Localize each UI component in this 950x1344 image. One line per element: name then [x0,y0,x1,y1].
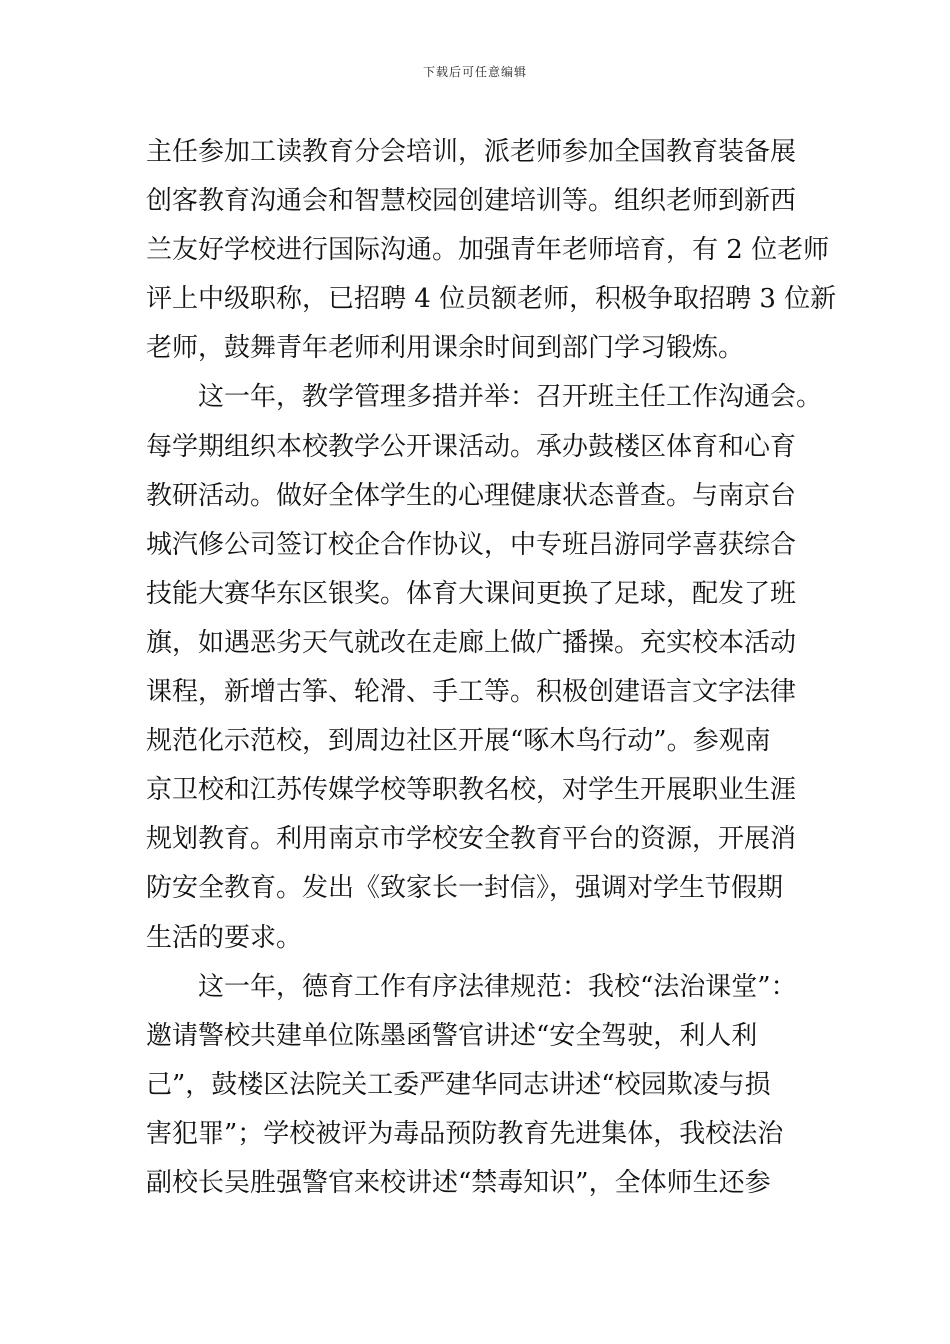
page-header: 下载后可任意编辑 [422,65,527,79]
text-line: 老师，鼓舞青年老师利用课余时间到部门学习锻炼。 [146,333,745,364]
text-line: 课程，新增古筝、轮滑、手工等。积极创建语言文字法律 [146,677,797,708]
paragraph-start-line: 这一年，教学管理多措并举：召开班主任工作沟通会。 [198,382,823,413]
text-line: 规范化示范校，到周边社区开展“啄木鸟行动”。参观南 [146,726,771,757]
text-line: 防安全教育。发出《致家长一封信》，强调对学生节假期 [146,873,784,904]
text-line: 规划教育。利用南京市学校安全教育平台的资源，开展消 [146,824,797,855]
text-line: 旗，如遇恶劣天气就改在走廊上做广播操。充实校本活动 [146,627,797,658]
text-line: 害犯罪”；学校被评为毒品预防教育先进集体，我校法治 [146,1118,784,1149]
text-line: 京卫校和江苏传媒学校等职教名校，对学生开展职业生涯 [146,775,797,806]
document-body [146,128,837,1208]
text-line: 评上中级职称，已招聘 4 位员额老师，积极争取招聘 3 位新 [146,284,837,315]
text-line: 教研活动。做好全体学生的心理健康状态普查。与南京台 [146,480,797,511]
text-line: 邀请警校共建单位陈墨函警官讲述“安全驾驶，利人利 [146,1020,758,1051]
text-line: 每学期组织本校教学公开课活动。承办鼓楼区体育和心育 [146,431,797,462]
text-line: 副校长吴胜强警官来校讲述“禁毒知识”，全体师生还参 [146,1167,771,1198]
text-line: 创客教育沟通会和智慧校园创建培训等。组织老师到新西 [146,186,797,217]
text-line: 生活的要求。 [146,922,303,953]
text-line: 己”，鼓楼区法院关工委严建华同志讲述“校园欺凌与损 [146,1069,771,1100]
paragraph-start-line: 这一年，德育工作有序法律规范：我校“法治课堂”： [198,971,797,1002]
text-line: 兰友好学校进行国际沟通。加强青年老师培育，有 2 位老师 [146,235,830,266]
text-line: 城汽修公司签订校企合作协议，中专班吕游同学喜获综合 [146,529,797,560]
text-line: 技能大赛华东区银奖。体育大课间更换了足球，配发了班 [146,578,797,609]
text-line: 主任参加工读教育分会培训，派老师参加全国教育装备展 [146,137,797,167]
